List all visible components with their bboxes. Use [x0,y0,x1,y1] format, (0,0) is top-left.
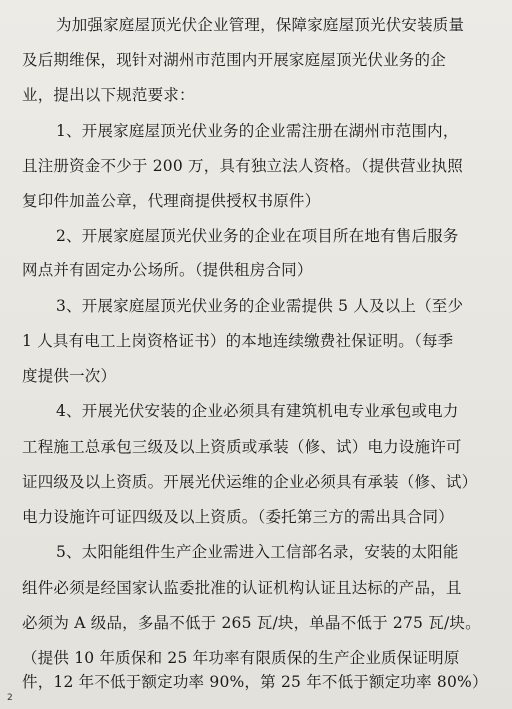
text-line: 网点并有固定办公场所。（提供租房合同） [22,261,313,279]
text-line: 3、开展家庭屋顶光伏业务的企业需提供 5 人及以上（至少 [56,297,464,315]
text-line: 2、开展家庭屋顶光伏业务的企业在项目所在地有售后服务 [56,227,459,245]
text-line: 1、开展家庭屋顶光伏业务的企业需注册在湖州市范围内， [56,122,459,140]
text-line: 必须为 A 级品，多晶不低于 265 瓦/块，单晶不低于 275 瓦/块。 [22,614,481,632]
text-line: （提供 10 年质保和 25 年功率有限质保的生产企业质保证明原 [22,649,460,667]
text-line: 度提供一次） [22,367,117,385]
text-line: 件，12 年不低于额定功率 90%，第 25 年不低于额定功率 80%） [22,673,488,691]
text-line: 为加强家庭屋顶光伏企业管理，保障家庭屋顶光伏安装质量 [56,16,465,34]
text-line: 证四级及以上资质。开展光伏运维的企业必须具有承装（修、试） [22,473,478,491]
text-line: 5、太阳能组件生产企业需进入工信部名录，安装的太阳能 [56,543,459,561]
text-line: 及后期维保，现针对湖州市范围内开展家庭屋顶光伏业务的企 [22,51,446,69]
text-line: 电力设施许可证四级及以上资质。（委托第三方的需出具合同） [22,508,454,526]
text-line: 1 人具有电工上岗资格证书）的本地连续缴费社保证明。（每季 [22,332,454,350]
text-line: 业，提出以下规范要求： [22,86,195,104]
text-line: 4、开展光伏安装的企业必须具有建筑机电专业承包或电力 [56,402,459,420]
page-number: 2 [7,693,13,703]
text-line: 且注册资金不少于 200 万，具有独立法人资格。（提供营业执照 [22,157,463,175]
text-line: 工程施工总承包三级及以上资质或承装（修、试）电力设施许可 [22,438,462,456]
text-line: 复印件加盖公章，代理商提供授权书原件） [22,192,321,210]
text-line: 组件必须是经国家认监委批准的认证机构认证且达标的产品，且 [22,579,462,597]
